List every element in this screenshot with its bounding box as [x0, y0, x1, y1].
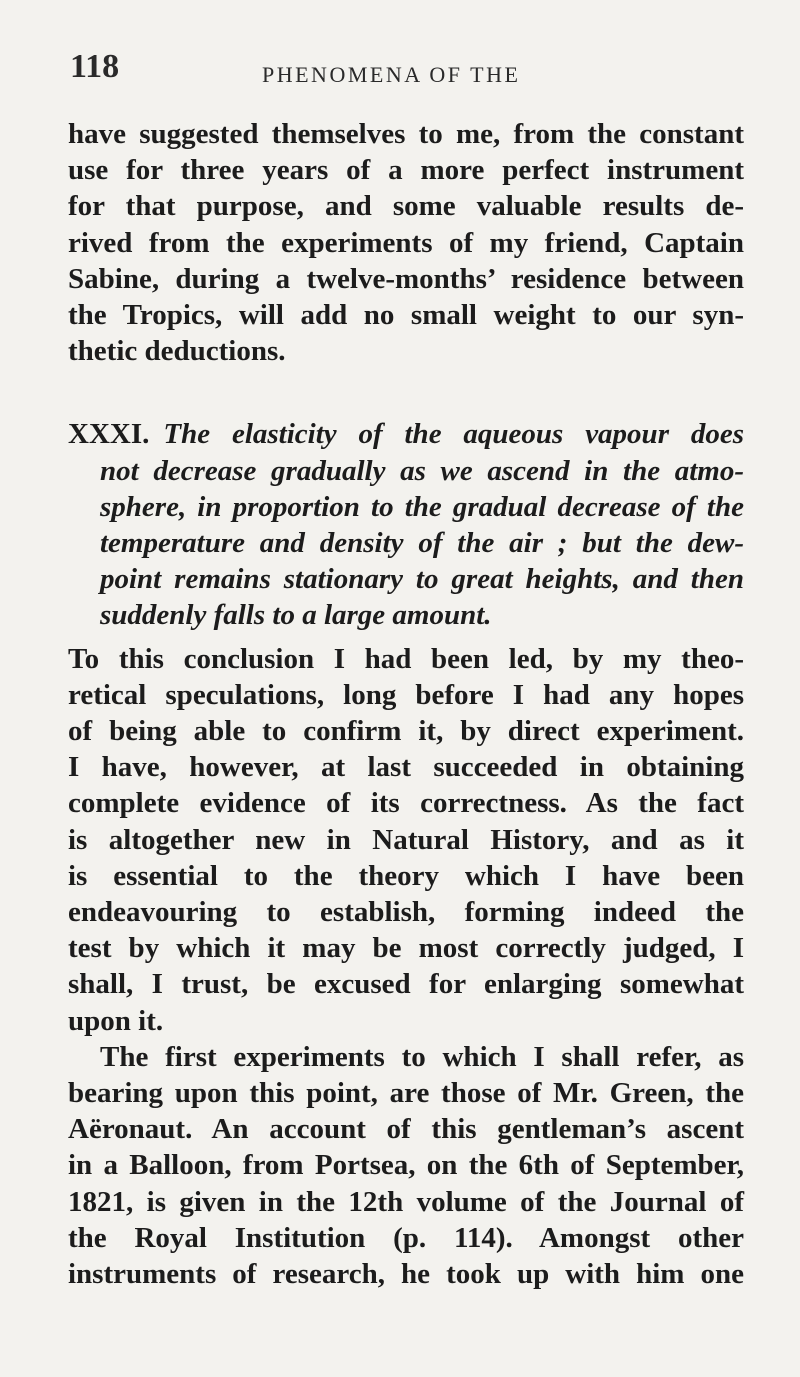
running-head: PHENOMENA OF THE [262, 62, 521, 87]
section-number: XXXI. [68, 418, 150, 451]
text-line: is essential to the theory which I have been [68, 859, 744, 892]
text-line: bearing upon this point, are those of Mr. Green, the [68, 1077, 744, 1110]
proposition-line: sphere, in proportion to the gradual decrease of the [100, 490, 744, 523]
text-line: the Tropics, will add no small weight to our syn- [68, 299, 744, 332]
text-line: I have, however, at last succeeded in obtaining [68, 751, 744, 784]
text-line: Sabine, during a twelve-months’ residence between [68, 262, 744, 295]
text-line: is altogether new in Natural History, and as it [68, 823, 744, 856]
text-line: in a Balloon, from Portsea, on the 6th of September, [68, 1149, 744, 1182]
text-line: have suggested themselves to me, from the constant [68, 118, 744, 150]
proposition-line: The elasticity of the aqueous vapour does [163, 418, 744, 451]
proposition-line: suddenly falls to a large amount. [100, 599, 492, 632]
text-line: rived from the experiments of my friend, Captain [68, 226, 744, 259]
page-number: 118 [70, 48, 120, 85]
text-line: thetic deductions. [68, 335, 286, 368]
text-line: shall, I trust, be excused for enlarging somewhat [68, 968, 744, 1001]
text-line: use for three years of a more perfect instrument [68, 154, 744, 187]
text-line: To this conclusion I had been led, by my theo- [68, 642, 744, 675]
page-body [68, 116, 744, 1292]
text-line: the Royal Institution (p. 114). Amongst other [68, 1221, 744, 1254]
text-line: The first experiments to which I shall refer, as [100, 1040, 744, 1073]
text-line: 1821, is given in the 12th volume of the Journal of [68, 1185, 744, 1218]
text-line: Aëronaut. An account of this gentleman’s ascent [68, 1113, 744, 1146]
proposition-xxxi [68, 416, 744, 633]
text-line: upon it. [68, 1004, 164, 1037]
text-line: instruments of research, he took up with him one [68, 1258, 744, 1291]
text-line: retical speculations, long before I had any hopes [68, 678, 744, 711]
text-line: of being able to confirm it, by direct experiment. [68, 715, 744, 748]
proposition-line: point remains stationary to great heights, and then [100, 563, 744, 596]
text-line: endeavouring to establish, forming indeed the [68, 896, 744, 929]
proposition-line: temperature and density of the air ; but the dew- [100, 527, 744, 560]
text-line: test by which it may be most correctly judged, I [68, 932, 744, 965]
text-line: for that purpose, and some valuable results de- [68, 190, 744, 223]
paragraph-3 [68, 1039, 744, 1292]
paragraph-1 [68, 116, 744, 369]
proposition-line: not decrease gradually as we ascend in the atmo- [100, 454, 744, 487]
text-line: complete evidence of its correctness. As the fact [68, 787, 744, 820]
paragraph-2 [68, 641, 744, 1039]
